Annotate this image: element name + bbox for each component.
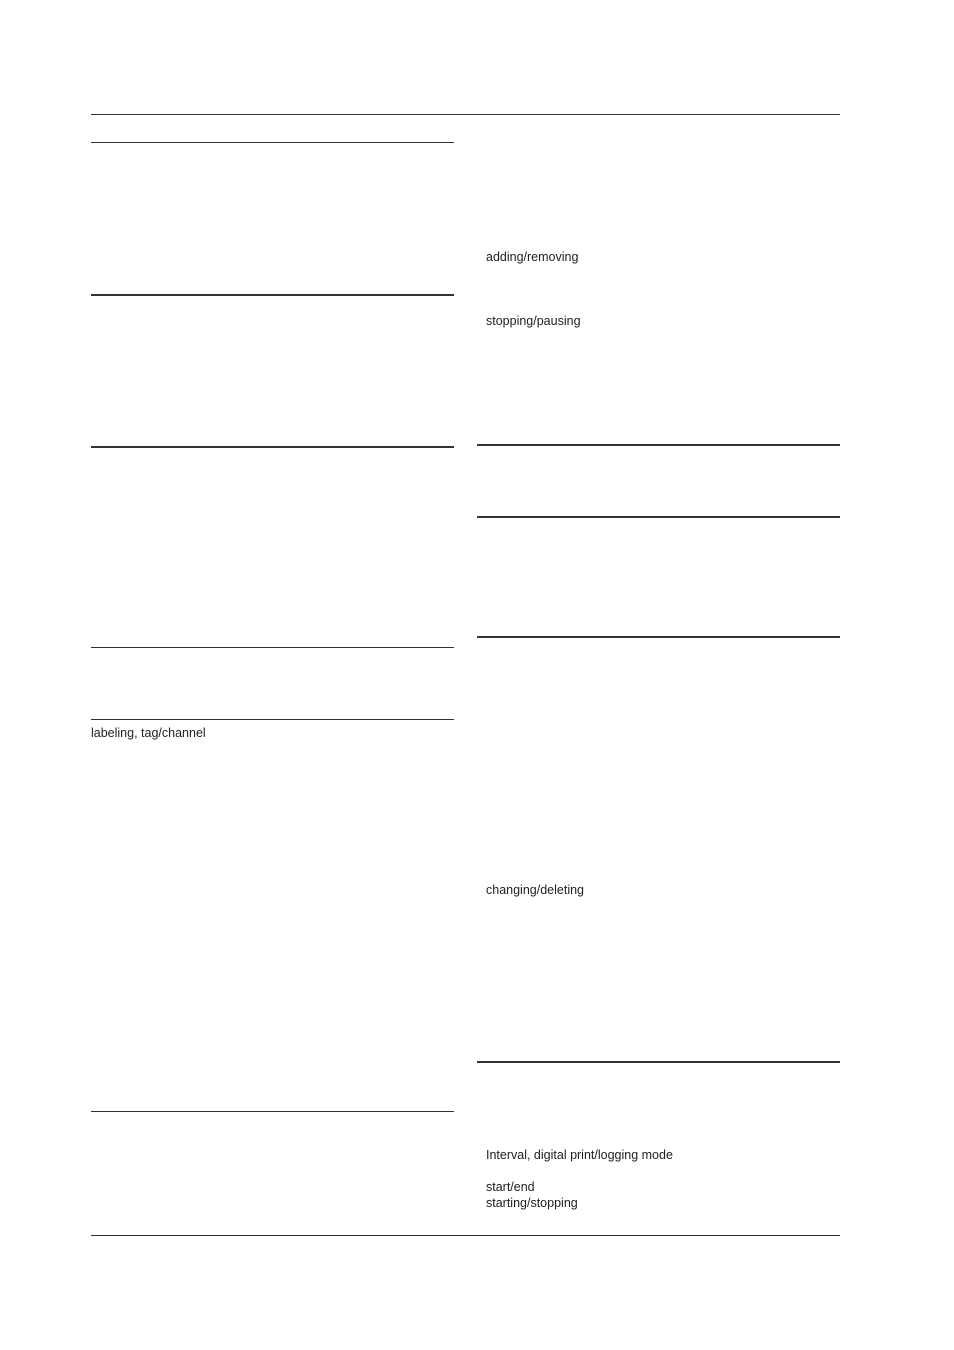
left-section-rule (91, 294, 454, 296)
left-section-rule (91, 446, 454, 448)
left-section-rule (91, 1111, 454, 1112)
index-entry: adding/removing (486, 250, 579, 264)
index-entry: starting/stopping (486, 1196, 578, 1210)
left-section-rule (91, 719, 454, 720)
page-top-rule (91, 114, 840, 115)
index-entry: labeling, tag/channel (91, 726, 206, 740)
right-section-rule (477, 516, 840, 518)
index-entry: Interval, digital print/logging mode (486, 1148, 673, 1162)
index-entry: changing/deleting (486, 883, 584, 897)
page-bottom-rule (91, 1235, 840, 1236)
index-entry: start/end (486, 1180, 535, 1194)
left-section-rule (91, 142, 454, 143)
right-section-rule (477, 444, 840, 446)
right-section-rule (477, 1061, 840, 1063)
left-section-rule (91, 647, 454, 648)
index-entry: stopping/pausing (486, 314, 581, 328)
right-section-rule (477, 636, 840, 638)
